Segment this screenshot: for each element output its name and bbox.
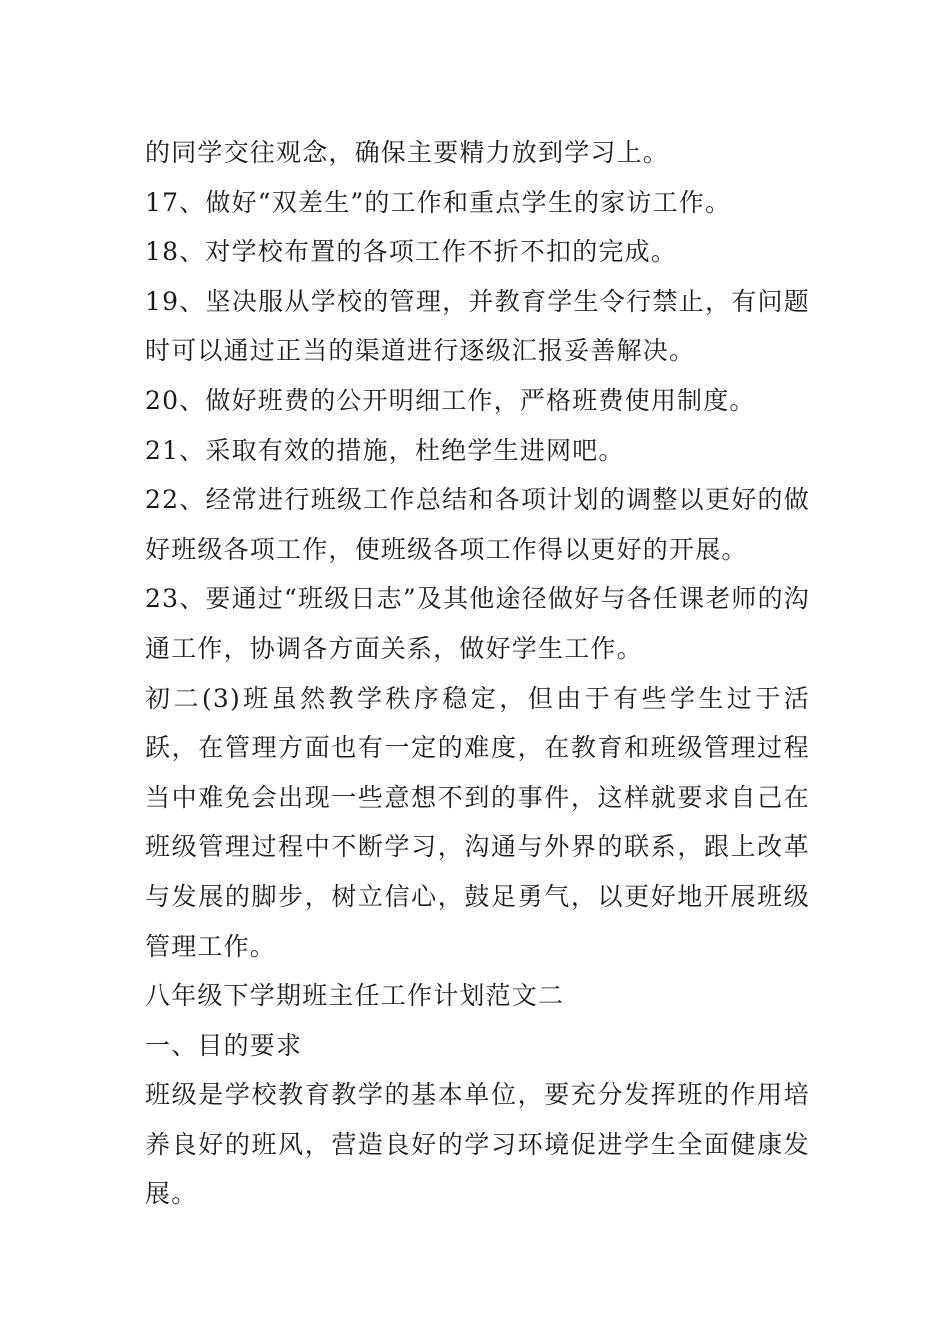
paragraph-summary: 初二(3)班虽然教学秩序稳定，但由于有些学生过于活跃，在管理方面也有一定的难度，在教育和班级管理过程当中难免会出现一些意想不到的事件，这样就要求自己在班级管理过程中不断学习，沟通与外界的联系，跟上改革与发展的脚步，树立信心，鼓足勇气，以更好地开展班级管理工作。 xyxy=(145,683,810,961)
document-body xyxy=(145,128,810,1219)
section-title: 八年级下学期班主任工作计划范文二 xyxy=(145,981,565,1011)
paragraph-item-21: 21、采取有效的措施，杜绝学生进网吧。 xyxy=(145,435,625,465)
paragraph-item-23: 23、要通过“班级日志”及其他途径做好与各任课老师的沟通工作，协调各方面关系，做好学生工作。 xyxy=(145,584,810,663)
paragraph-body: 班级是学校教育教学的基本单位，要充分发挥班的作用培养良好的班风，营造良好的学习环境促进学生全面健康发展。 xyxy=(145,1080,810,1209)
paragraph-item-18: 18、对学校布置的各项工作不折不扣的完成。 xyxy=(145,237,678,267)
section-heading: 一、目的要求 xyxy=(145,1030,303,1060)
paragraph-continuation: 的同学交往观念，确保主要精力放到学习上。 xyxy=(145,138,670,167)
paragraph-item-17: 17、做好“双差生”的工作和重点学生的家访工作。 xyxy=(145,187,732,217)
paragraph-item-22: 22、经常进行班级工作总结和各项计划的调整以更好的做好班级各项工作，使班级各项工作得以更好的开展。 xyxy=(145,485,810,564)
paragraph-item-20: 20、做好班费的公开明细工作，严格班费使用制度。 xyxy=(145,385,756,415)
paragraph-item-19: 19、坚决服从学校的管理，并教育学生令行禁止，有问题时可以通过正当的渠道进行逐级汇报妥善解决。 xyxy=(145,286,810,366)
